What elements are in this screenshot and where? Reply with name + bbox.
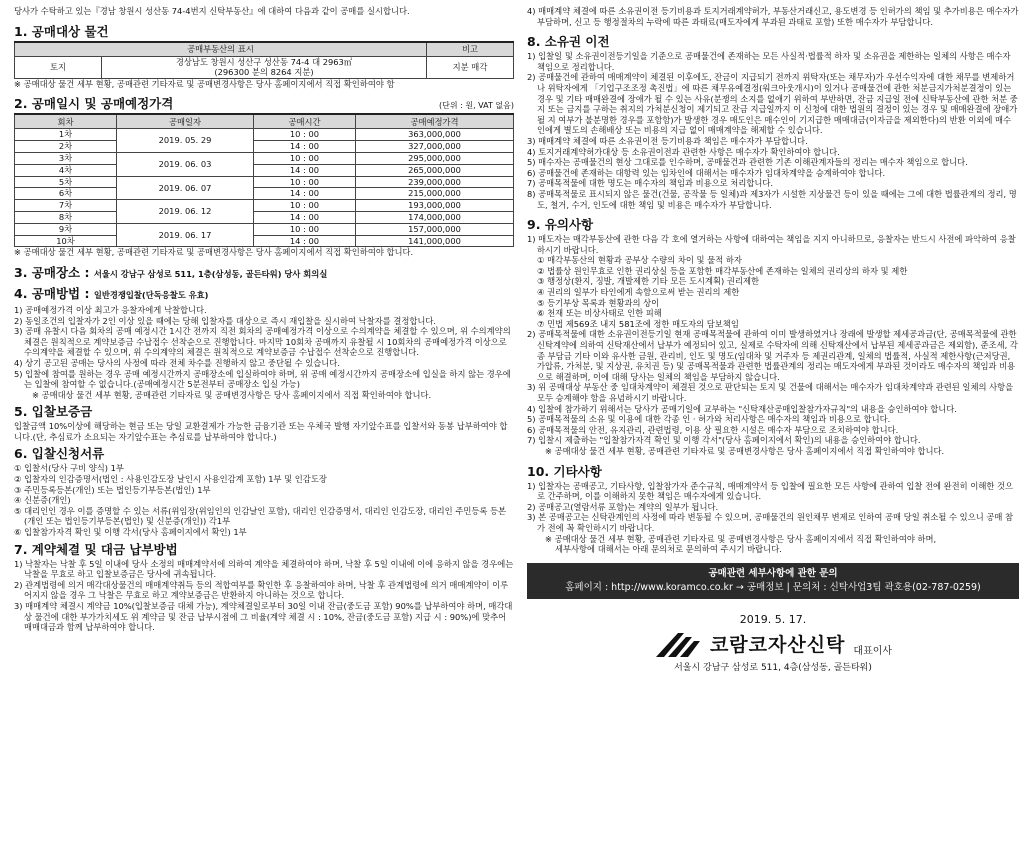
list-item: 1) 매도자는 매각부동산에 관한 다음 각 호에 열거하는 사항에 대하여는 책임을 지지 아니하므로, 응찰자는 반드시 사전에 파악하여 응찰하시기 바랍니다. (527, 234, 1016, 255)
list-item: 2) 공매물건에 관하여 매매계약이 체결된 이후에도, 잔금이 지급되기 전까지 위탁자(또는 채무자)가 우선수익자에 대한 채무를 변제하거나 위탁자에게 「기업구조조정 촉진법」에 따른 채무유예결정(워크아웃개시)이 있거나 공매물건에 관한 처분금지가처분결정이 있는 경우 및 기타 매매완결에 장애가 될 수 있는 사유(분쟁의 소지를 없애기 위하여 부반하면, 잔금 지급일 전에 신탁부동산에 관한 처분 중지 또는 금지를 구하는 취지의 가처분신청이 제기되고 잔금 지급일까지 이 신청에 대한 법원의 결정이 있는 경우 및 매매완결에 장애가 될 지 여부가 불분명한 경우를 포함함)가 발생한 경우 매도인은 매수인이 기지급한 매매대금(이자금을 제외한다)의 반환 이외에 매수인에게 별도의 손해배상 또는 비용의 지급 없이 매매계약을 해제할 수 있습니다. (527, 72, 1018, 136)
remark-header: 비고 (427, 42, 514, 57)
round-cell: 4차 (15, 164, 117, 176)
list-item: 1) 입찰일 및 소유권이전등기일을 기준으로 공매물건에 존재하는 모든 사실적·법률적 하자 및 소유권을 제한하는 일체의 사항은 매수자 책임으로 정리합니다. (527, 51, 1011, 72)
intro-text: 당사가 수탁하고 있는『경남 창원시 성산동 74-4번지 신탁부동산』에 대하여 다음과 같이 공매를 실시합니다. (14, 6, 410, 16)
schedule-header-round: 회차 (15, 114, 117, 129)
table-row (15, 176, 514, 188)
list-item: 8) 공매목적물로 표시되지 않은 물건(건물, 공작물 등 일체)과 제3자가 시설한 지상물건 등이 있을 때에는 그에 대한 법률관계의 정리, 명도, 철거, 수거, 인도에 대한 책임 및 비용은 매수자가 부담합니다. (527, 188, 1017, 210)
section-10-note-2: 세부사항에 대해서는 아래 문의처로 문의하여 주시기 바랍니다. (555, 544, 782, 555)
list-item: 1) 공매예정가격 이상 최고가 응찰자에게 낙찰합니다. (14, 304, 207, 315)
list-item: 6) 공매물건에 존재하는 대항력 있는 임차인에 대해서는 매수자가 임대차계약을 승계하여야 합니다. (527, 167, 886, 178)
round-cell: 7차 (15, 200, 117, 212)
section-10-note: ※ 공매대상 물건 세부 현황, 공매관련 기타자료 및 공매변경사항은 당사 홈페이지에서 직접 확인하여야 하며, (545, 533, 937, 544)
table-row (15, 200, 514, 212)
list-item: 4) 상기 공고된 공매는 당사의 사정에 따라 전체 차수를 진행하지 않고 중단될 수 있습니다. (14, 357, 340, 368)
property-desc-line1: 경상남도 창원시 성산구 성산동 74-4 대 2963㎡ (175, 56, 353, 67)
schedule-header-time: 공매시간 (254, 114, 356, 129)
date-cell: 2019. 05. 29 (117, 129, 254, 153)
property-kind: 토지 (15, 56, 102, 78)
section-4-note: ※ 공매대상 물건 세부 현황, 공매관련 기타자료 및 공매변경사항은 당사 홈페이지에서 직접 확인하여야 합니다. (32, 389, 432, 400)
section-2-title: 2. 공매일시 및 공매예정가격 (14, 96, 174, 112)
notice-date: 2019. 5. 17. (739, 612, 807, 626)
company-rep: 대표이사 (853, 645, 893, 657)
list-item: 7) 공매목적물에 대한 명도는 매수자의 책임과 비용으로 처리합니다. (527, 178, 774, 189)
time-cell: 14 : 00 (254, 141, 356, 153)
contact-title: 공매관련 세부사항에 관한 문의 (708, 567, 838, 579)
section-8-title: 8. 소유권 이전 (527, 34, 610, 50)
section-10-title: 10. 기타사항 (527, 463, 602, 479)
list-item: 5) 매수자는 공매물건의 현상 그대로를 인수하며, 공매물건과 관련한 기존 이해관계자들의 정리는 매수자 책임으로 합니다. (527, 157, 968, 168)
schedule-table (14, 113, 514, 247)
section-9-title: 9. 유의사항 (527, 217, 594, 233)
round-cell: 1차 (15, 129, 117, 141)
price-cell: 295,000,000 (356, 152, 514, 164)
list-item: ④ 신분증(개인) (14, 495, 71, 506)
sub-item: ⑥ 천재 또는 비상사태로 인한 피해 (537, 308, 662, 319)
time-cell: 10 : 00 (254, 129, 356, 141)
property-header: 공매부동산의 표시 (15, 42, 427, 57)
time-cell: 10 : 00 (254, 200, 356, 212)
sub-item: ④ 권리의 일부가 타인에게 속함으로써 받는 권리의 제한 (537, 287, 740, 298)
table-row (15, 223, 514, 235)
list-item: 5) 입찰에 참여를 원하는 경우 공매 예정시간까지 공매장소에 입실하여야 하며, 위 공매 예정시간까지 공매장소에 입실을 하지 않는 경우에는 입찰에 참여할 수 없습니다.(공매예정시간 5분전부터 공매장소 입실 가능) (14, 368, 511, 390)
list-item: 6) 공매목적물의 안전, 유지관리, 관련법령, 이용 상 필요한 시설은 매수자 부담으로 조치하여야 합니다. (527, 424, 899, 435)
table-row (15, 235, 514, 247)
schedule-header-price: 공매예정가격 (356, 114, 514, 129)
company-address: 서울시 강남구 삼성로 511, 4층(삼성동, 골든타워) (674, 663, 872, 674)
list-item: 3) 본 공매공고는 신탁관계인의 사정에 따라 변동될 수 있으며, 공매물건의 원인채무 변제로 인하여 공매 당일 취소될 수 있으니 공매 참가 전에 꼭 확인하시기 바랍니다. (527, 512, 1014, 533)
table-row (15, 141, 514, 153)
date-cell: 2019. 06. 07 (117, 176, 254, 200)
unit-note: (단위 : 원, VAT 없음) (439, 101, 514, 111)
list-item: 4) 매매계약 체결에 따른 소유권이전 등기비용과 토지거래계약허가, 부동산거래신고, 용도변경 등 인허가의 책임 및 추가비용은 매수자가 부담하며, 신고 등 행정절차의 누락에 따른 과태료(매도자에게 부과된 과태료 포함) 또한 매수자가 부담합니다. (527, 6, 1019, 27)
sub-item: ① 매각부동산의 현황과 공부상 수량의 차이 및 물적 하자 (537, 255, 742, 266)
sub-item: ③ 행정상(환지, 징발, 개발제한 기타 모든 도시계획) 권리제한 (537, 276, 759, 287)
time-cell: 10 : 00 (254, 176, 356, 188)
time-cell: 10 : 00 (254, 223, 356, 235)
list-item: ① 입찰서(당사 구비 양식) 1부 (14, 463, 124, 474)
section-9-note: ※ 공매대상 물건 세부 현황, 공매관련 기타자료 및 공매변경사항은 당사 홈페이지에서 직접 확인하여야 합니다. (545, 445, 945, 456)
left-column (14, 6, 514, 633)
section-3 (14, 265, 514, 282)
price-cell: 174,000,000 (356, 211, 514, 223)
list-item: 4) 입찰에 참가하기 위해서는 당사가 공매기일에 교부하는 "신탁재산공매입찰참가자규칙"의 내용을 승인하여야 합니다. (527, 403, 957, 414)
time-cell: 14 : 00 (254, 235, 356, 247)
price-cell: 363,000,000 (356, 129, 514, 141)
round-cell: 5차 (15, 176, 117, 188)
list-item: 3) 공매 유찰시 다음 회차의 공매 예정시간 1시간 전까지 직전 회차의 공매예정가격 이상으로 수의계약을 체결할 수 있으며, 위 수의계약의 체결은 원칙적으로 계약보증금 수납접수 선착순으로 진행합니다. 마지막 10회차 공매까지 유찰될 시 10회차의 공매예정가격 이상으로 수의계약을 체결할 수 있으며, 위 수의계약의 체결은 원칙적으로 계약보증금 수납접수 선착순으로 진행합니다. (14, 326, 511, 358)
round-cell: 10차 (15, 235, 117, 247)
list-item: 3) 매매계약 체결에 따른 소유권이전 등기비용과 책임은 매수자가 부담합니다. (527, 135, 808, 146)
table-row (15, 129, 514, 141)
company-brand (527, 631, 1019, 659)
date-cell: 2019. 06. 12 (117, 200, 254, 224)
round-cell: 8차 (15, 211, 117, 223)
section-4 (14, 286, 514, 303)
right-column (527, 6, 1019, 674)
round-cell: 6차 (15, 188, 117, 200)
section-3-title: 3. 공매장소 : (14, 264, 90, 280)
section-3-value: 서울시 강남구 삼성로 511, 1층(삼성동, 골든타워) 당사 회의실 (93, 268, 328, 279)
section-5-title: 5. 입찰보증금 (14, 404, 93, 420)
date-cell: 2019. 06. 17 (117, 223, 254, 247)
section-1-title: 1. 공매대상 물건 (14, 23, 109, 39)
property-table (14, 41, 514, 79)
list-item: 5) 공매목적물의 소유 및 이용에 대한 각종 인 · 허가와 처리사항은 매수자의 책임과 비용으로 합니다. (527, 414, 891, 425)
section-4-value: 일반경쟁입찰(단독응찰도 유효) (93, 289, 209, 300)
list-item: 3) 위 공매대상 부동산 중 임대차계약이 체결된 것으로 판단되는 토지 및 건물에 대해서는 매수자가 임대차계약과 관련된 일체의 사항을 모두 승계해야 함을 유념하시기 바랍니다. (527, 382, 1014, 403)
sub-item: ⑤ 등기부상 목록과 현황과의 상이 (537, 297, 660, 308)
list-item: ⑤ 대리인인 경우 이를 증명할 수 있는 서류(위임장(위임인의 인감날인 포함), 대리인 인감증명서, 대리인 인감도장, 대리인 주민등록 등본(개인 또는 법인등기부등본(법인) 및 신분증(개인)) 각1부 (14, 505, 507, 527)
price-cell: 327,000,000 (356, 141, 514, 153)
company-logo-icon (654, 631, 702, 659)
list-item: ③ 주민등록등본(개인) 또는 법인등기부등본(법인) 1부 (14, 484, 211, 495)
list-item: 2) 관계법령에 의거 매각대상물건의 매매계약취득 등의 적합여부를 확인한 후 응찰하여야 하며, 낙찰 후 관계법령에 의거 매매계약이 이루어지지 않을 경우 그 낙찰은 무효로 하고 계약보증금은 반환하지 아니하는 것으로 합니다. (14, 579, 509, 601)
table-row (15, 152, 514, 164)
sub-item: ⑦ 민법 제569조 내지 581조에 정한 매도자의 담보책임 (537, 318, 739, 329)
list-item: 2) 공매목적물에 대한 소유권이전등기일 현재 공매목적물에 관하여 이미 발생하였거나 장래에 발생할 제세공과금(단, 공매목적물에 관한 신탁계약에 의하여 신탁재산에서 납부가 예정되어 있고, 실제로 수탁자에 의해 신탁재산에서 납부된 제세공과금은 제외함), 준조세, 각종 부담금 기타 이와 유사한 금원, 관리비, 인도 및 명도(임대차 및 거주자 등 제권리관계, 일체의 법률적, 사실적 제한사항(근저당권, 가압류, 가처분, 및 지상권, 유치권 등) 및 공매목적물과 관련한 법률관계의 정리는 매도자에게 부과된 것이라도 매수자의 책임과 비용으로 해결하며, 이에 대해 당사는 일체의 책임을 부담하지 않습니다. (527, 329, 1018, 382)
contact-line: 홈페이지 : http://www.koramco.co.kr → 공매정보 | 문의처 : 신탁사업3팀 곽호용(02-787-0259) (565, 581, 981, 593)
list-item: ⑥ 입찰참가자격 확인 및 이행 각서(당사 홈페이지에서 확인) 1부 (14, 527, 247, 538)
list-item: 4) 토지거래계약허가대상 등 소유권이전과 관련한 사항은 매수자가 확인하여야 합니다. (527, 146, 840, 157)
price-cell: 239,000,000 (356, 176, 514, 188)
property-desc (102, 56, 427, 78)
time-cell: 14 : 00 (254, 188, 356, 200)
section-1-note: ※ 공매대상 물건 세부 현황, 공매관련 기타자료 및 공매변경사항은 당사 홈페이지에서 직접 확인하여야 함 (14, 78, 395, 89)
price-cell: 157,000,000 (356, 223, 514, 235)
table-row (15, 211, 514, 223)
price-cell: 141,000,000 (356, 235, 514, 247)
section-5-text: 입찰금액 10%이상에 해당하는 현금 또는 당일 교환결제가 가능한 금융기관 또는 우체국 발행 자기앞수표를 입찰서와 동봉 납부하여야 합니다.(단, 추심료가 소요되는 자기앞수표는 추심료를 납부하여야 합니다.) (14, 421, 508, 442)
round-cell: 9차 (15, 223, 117, 235)
list-item: 2) 공매공고(열람서류 포함)는 계약의 일부가 됩니다. (527, 501, 719, 512)
list-item: 7) 입찰시 제출하는 "입찰참가자격 확인 및 이행 각서"(당사 홈페이지에서 확인)의 내용을 승인하여야 합니다. (527, 435, 921, 446)
schedule-header-date: 공매일자 (117, 114, 254, 129)
section-2-note: ※ 공매대상 물건 세부 현황, 공매관련 기타자료 및 공매변경사항은 당사 홈페이지에서 직접 확인하여야 합니다. (14, 247, 414, 258)
list-item: ② 입찰자의 인감증명서(법인 : 사용인감도장 날인시 사용인감계 포함) 1부 및 인감도장 (14, 474, 327, 485)
company-name: 코람코자산신탁 (709, 634, 846, 657)
contact-box (527, 563, 1019, 599)
section-2-title-wrap (14, 96, 514, 111)
property-remark: 지분 매각 (427, 56, 514, 78)
round-cell: 3차 (15, 152, 117, 164)
list-item: 2) 동일조건의 입찰자가 2인 이상 있을 때에는 당해 입찰자를 대상으로 즉시 재입찰을 실시하여 낙찰자를 결정합니다. (14, 315, 437, 326)
section-7-title: 7. 계약체결 및 대금 납부방법 (14, 541, 178, 557)
time-cell: 14 : 00 (254, 164, 356, 176)
time-cell: 10 : 00 (254, 152, 356, 164)
sub-item: ② 법률상 원인무효로 인한 권리상실 등을 포함한 매각부동산에 존재하는 일체의 권리상의 하자 및 제한 (537, 265, 908, 276)
date-cell: 2019. 06. 03 (117, 152, 254, 176)
property-desc-line2: (296300 분의 8264 지분) (214, 67, 314, 78)
time-cell: 14 : 00 (254, 211, 356, 223)
table-row (15, 164, 514, 176)
price-cell: 193,000,000 (356, 200, 514, 212)
price-cell: 215,000,000 (356, 188, 514, 200)
price-cell: 265,000,000 (356, 164, 514, 176)
section-4-title: 4. 공매방법 : (14, 285, 90, 301)
list-item: 1) 낙찰자는 낙찰 후 5일 이내에 당사 소정의 매매계약서에 의하여 계약을 체결하여야 하며, 낙찰 후 5일 이내에 이에 응하지 않을 경우에는 낙찰을 무효로 하고 입찰보증금은 당사에 귀속됩니다. (14, 558, 514, 580)
list-item: 3) 매매계약 체결시 계약금 10%(입찰보증금 대체 가능), 계약체결일로부터 30일 이내 잔금(중도금 포함) 90%를 납부하여야 하며, 매각대상 물건에 대한 부가가치세도 위 계약금 및 잔금 납부시점에 그 비율(계약 체결 시 : 10%, 잔금(중도금 포함) 지급 시 : 90%)에 맞추어 매매대금과 함께 납부하여야 합니다. (14, 601, 513, 633)
section-6-title: 6. 입찰신청서류 (14, 446, 105, 462)
table-row (15, 188, 514, 200)
list-item: 1) 입찰자는 공매공고, 기타사항, 입찰참가자 준수규칙, 매매계약서 등 입찰에 필요한 모든 사항에 관하여 입찰 전에 완전히 이해한 것으로 간주하며, 이를 이해하지 못한 책임은 매수자에게 있습니다. (527, 480, 1014, 502)
round-cell: 2차 (15, 141, 117, 153)
